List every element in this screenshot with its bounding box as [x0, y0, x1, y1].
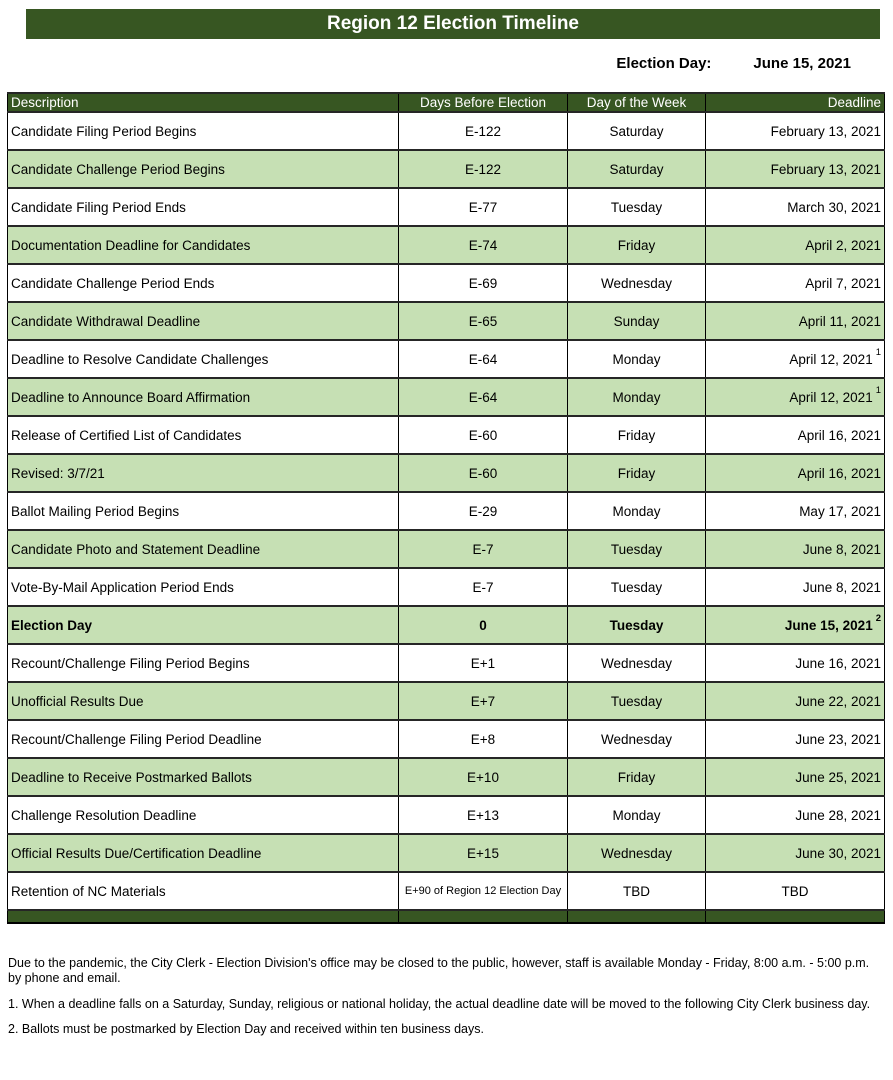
- page-title: Region 12 Election Timeline: [327, 13, 579, 34]
- table-row: [8, 302, 885, 340]
- table-body: [8, 112, 885, 910]
- deadline-cell: [706, 530, 885, 568]
- days-cell: E+1: [399, 644, 568, 682]
- weekday-cell: Friday: [568, 454, 706, 492]
- weekday-cell: Friday: [568, 758, 706, 796]
- description-cell: Retention of NC Materials: [8, 872, 399, 910]
- description-cell: Documentation Deadline for Candidates: [8, 226, 399, 264]
- table-row: [8, 644, 885, 682]
- deadline-text: February 13, 2021: [770, 161, 881, 177]
- weekday-cell: Saturday: [568, 112, 706, 150]
- days-cell: E-122: [399, 112, 568, 150]
- deadline-text: April 11, 2021: [798, 313, 881, 329]
- table-row: [8, 378, 885, 416]
- weekday-cell: Wednesday: [568, 834, 706, 872]
- description-cell: Candidate Filing Period Ends: [8, 188, 399, 226]
- footnote-pandemic: Due to the pandemic, the City Clerk - Election Division's office may be closed to the public, however, staff is available Monday - Friday, 8:00 a.m. - 5:00 p.m. by phone and email.: [8, 956, 870, 986]
- deadline-cell: [706, 112, 885, 150]
- deadline-text: May 17, 2021: [799, 503, 881, 519]
- table-footer: [8, 910, 885, 923]
- deadline-text: TBD: [781, 883, 809, 899]
- footer-bar-cell: [706, 910, 885, 923]
- weekday-cell: TBD: [568, 872, 706, 910]
- deadline-cell: [706, 454, 885, 492]
- description-cell: Deadline to Announce Board Affirmation: [8, 378, 399, 416]
- days-cell: E-74: [399, 226, 568, 264]
- description-cell: Candidate Filing Period Begins: [8, 112, 399, 150]
- weekday-cell: Monday: [568, 378, 706, 416]
- days-cell: E-64: [399, 378, 568, 416]
- days-cell: E-69: [399, 264, 568, 302]
- weekday-cell: Tuesday: [568, 188, 706, 226]
- deadline-cell: [706, 226, 885, 264]
- deadline-cell: [706, 834, 885, 872]
- deadline-cell: [706, 492, 885, 530]
- deadline-cell: [706, 682, 885, 720]
- deadline-cell: [706, 606, 885, 644]
- description-cell: Candidate Challenge Period Ends: [8, 264, 399, 302]
- title-bar: [26, 9, 880, 39]
- table-row: [8, 606, 885, 644]
- table-row: [8, 112, 885, 150]
- footnote-2: 2. Ballots must be postmarked by Election Day and received within ten business days.: [8, 1021, 484, 1036]
- deadline-text: June 8, 2021: [802, 541, 881, 557]
- deadline-text: June 25, 2021: [795, 769, 881, 785]
- deadline-superscript: 1: [875, 384, 881, 396]
- description-cell: Revised: 3/7/21: [8, 454, 399, 492]
- table-row: [8, 340, 885, 378]
- table-row: [8, 872, 885, 910]
- days-cell: E+90 of Region 12 Election Day: [399, 872, 568, 910]
- table-footer-bar: [8, 910, 885, 923]
- description-cell: Recount/Challenge Filing Period Begins: [8, 644, 399, 682]
- days-cell: E-60: [399, 416, 568, 454]
- footer-bar-cell: [8, 910, 399, 923]
- deadline-text: April 16, 2021: [797, 427, 881, 443]
- weekday-cell: Sunday: [568, 302, 706, 340]
- description-cell: Election Day: [8, 606, 399, 644]
- election-day-value: June 15, 2021: [753, 55, 851, 72]
- deadline-text: April 12, 2021: [789, 389, 873, 405]
- deadline-cell: [706, 644, 885, 682]
- deadline-cell: [706, 378, 885, 416]
- deadline-text: February 13, 2021: [770, 123, 881, 139]
- deadline-text: June 30, 2021: [795, 845, 881, 861]
- table-row: [8, 682, 885, 720]
- table-row: [8, 150, 885, 188]
- deadline-text: June 16, 2021: [795, 655, 881, 671]
- weekday-cell: Friday: [568, 226, 706, 264]
- weekday-cell: Tuesday: [568, 606, 706, 644]
- days-cell: E-29: [399, 492, 568, 530]
- deadline-text: April 12, 2021: [789, 351, 873, 367]
- election-timeline-table: [7, 92, 885, 924]
- days-cell: E+13: [399, 796, 568, 834]
- deadline-cell: [706, 796, 885, 834]
- description-cell: Candidate Challenge Period Begins: [8, 150, 399, 188]
- description-cell: Candidate Photo and Statement Deadline: [8, 530, 399, 568]
- footnotes: [8, 956, 885, 1047]
- weekday-cell: Monday: [568, 796, 706, 834]
- deadline-text: June 28, 2021: [795, 807, 881, 823]
- deadline-cell: [706, 720, 885, 758]
- days-cell: E-60: [399, 454, 568, 492]
- table-row: [8, 720, 885, 758]
- deadline-cell: [706, 340, 885, 378]
- column-header-day-of-week: Day of the Week: [568, 93, 706, 112]
- deadline-text: June 8, 2021: [802, 579, 881, 595]
- weekday-cell: Friday: [568, 416, 706, 454]
- table-row: [8, 530, 885, 568]
- deadline-cell: [706, 302, 885, 340]
- table-row: [8, 758, 885, 796]
- weekday-cell: Saturday: [568, 150, 706, 188]
- deadline-cell: [706, 188, 885, 226]
- deadline-cell: [706, 872, 885, 910]
- description-cell: Deadline to Receive Postmarked Ballots: [8, 758, 399, 796]
- weekday-cell: Wednesday: [568, 644, 706, 682]
- table-row: [8, 492, 885, 530]
- deadline-text: April 7, 2021: [805, 275, 881, 291]
- weekday-cell: Tuesday: [568, 682, 706, 720]
- weekday-cell: Wednesday: [568, 720, 706, 758]
- days-cell: E-7: [399, 568, 568, 606]
- days-cell: E+15: [399, 834, 568, 872]
- description-cell: Recount/Challenge Filing Period Deadline: [8, 720, 399, 758]
- election-day-label: Election Day:: [616, 55, 712, 72]
- days-cell: E+10: [399, 758, 568, 796]
- deadline-cell: [706, 758, 885, 796]
- header-row: [8, 93, 885, 112]
- weekday-cell: Monday: [568, 340, 706, 378]
- deadline-superscript: 2: [875, 612, 881, 624]
- days-cell: E-7: [399, 530, 568, 568]
- weekday-cell: Wednesday: [568, 264, 706, 302]
- column-header-deadline: Deadline: [706, 93, 885, 112]
- deadline-text: April 16, 2021: [797, 465, 881, 481]
- table-row: [8, 796, 885, 834]
- table-row: [8, 568, 885, 606]
- days-cell: E-64: [399, 340, 568, 378]
- table-row: [8, 188, 885, 226]
- table-row: [8, 834, 885, 872]
- deadline-text: April 2, 2021: [805, 237, 881, 253]
- election-day-line: [0, 55, 851, 72]
- footer-bar-cell: [568, 910, 706, 923]
- description-cell: Candidate Withdrawal Deadline: [8, 302, 399, 340]
- table-row: [8, 264, 885, 302]
- column-header-description: Description: [8, 93, 399, 112]
- days-cell: 0: [399, 606, 568, 644]
- description-cell: Release of Certified List of Candidates: [8, 416, 399, 454]
- deadline-superscript: 1: [875, 346, 881, 358]
- column-header-days-before-election: Days Before Election: [399, 93, 568, 112]
- table-row: [8, 416, 885, 454]
- weekday-cell: Monday: [568, 492, 706, 530]
- days-cell: E-122: [399, 150, 568, 188]
- days-cell: E-77: [399, 188, 568, 226]
- description-cell: Official Results Due/Certification Deadline: [8, 834, 399, 872]
- days-cell: E+7: [399, 682, 568, 720]
- deadline-cell: [706, 150, 885, 188]
- deadline-text: June 23, 2021: [795, 731, 881, 747]
- deadline-cell: [706, 416, 885, 454]
- deadline-cell: [706, 568, 885, 606]
- description-cell: Deadline to Resolve Candidate Challenges: [8, 340, 399, 378]
- weekday-cell: Tuesday: [568, 568, 706, 606]
- deadline-text: June 15, 2021: [784, 617, 873, 633]
- days-cell: E-65: [399, 302, 568, 340]
- description-cell: Ballot Mailing Period Begins: [8, 492, 399, 530]
- description-cell: Vote-By-Mail Application Period Ends: [8, 568, 399, 606]
- description-cell: Challenge Resolution Deadline: [8, 796, 399, 834]
- table-header: [8, 93, 885, 112]
- weekday-cell: Tuesday: [568, 530, 706, 568]
- table-row: [8, 454, 885, 492]
- deadline-text: June 22, 2021: [795, 693, 881, 709]
- days-cell: E+8: [399, 720, 568, 758]
- table-row: [8, 226, 885, 264]
- footnote-1: 1. When a deadline falls on a Saturday, Sunday, religious or national holiday, the actual deadline date will be moved to the following City Clerk business day.: [8, 996, 871, 1011]
- deadline-text: March 30, 2021: [787, 199, 881, 215]
- footer-bar-cell: [399, 910, 568, 923]
- deadline-cell: [706, 264, 885, 302]
- description-cell: Unofficial Results Due: [8, 682, 399, 720]
